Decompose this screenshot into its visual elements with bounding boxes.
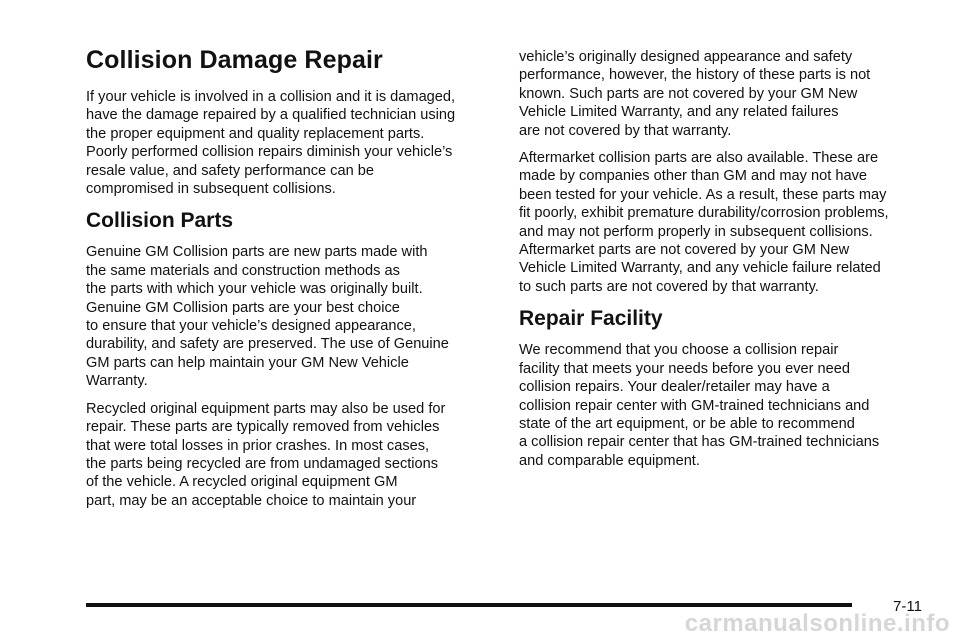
footer-rule (86, 603, 852, 607)
section-heading-repair-facility: Repair Facility (519, 307, 663, 331)
aftermarket-parts-paragraph: Aftermarket collision parts are also available. These are made by companies other than GM and may not have been tested for your vehicle. As a result, these parts may fit poorly, exhibit premature durability/corrosion problems, and may not perform properly in subsequent collisions. Aftermarket parts are not covered by your GM New Vehicle Limited Warranty, and any vehicle failure related to such parts are not covered by that warranty. (519, 150, 889, 295)
right-column (519, 48, 927, 479)
collision-damage-repair-paragraph: If your vehicle is involved in a collision and it is damaged, have the damage repaired by a qualified technician using the proper equipment and quality replacement parts. Poorly performed collision repairs diminish your vehicle’s resale value, and safety performance can be compromised in subsequent collisions. (86, 89, 456, 198)
left-column (86, 44, 494, 519)
section-heading-collision-damage-repair: Collision Damage Repair (86, 46, 383, 74)
watermark-logo: carmanualsonline.info (684, 610, 950, 637)
recycled-parts-continued-paragraph: vehicle’s originally designed appearance and safety performance, however, the history of these parts is not known. Such parts are not covered by your GM New Vehicle Limited Warranty, and any related failures are not covered by that warranty. (519, 49, 871, 139)
repair-facility-paragraph: We recommend that you choose a collision repair facility that meets your needs before you ever need collision repairs. Your dealer/retailer may have a collision repair center with GM-trained technicians and state of the art equipment, or be able to recommend a collision repair center that has GM-trained technicians and comparable equipment. (519, 342, 880, 469)
page-number: 7-11 (893, 598, 922, 615)
recycled-parts-paragraph: Recycled original equipment parts may also be used for repair. These parts are typically removed from vehicles that were total losses in prior crashes. In most cases, the parts being recycled are from undamaged sections of the vehicle. A recycled original equipment GM part, may be an acceptable choice to maintain your (86, 400, 446, 509)
section-heading-collision-parts: Collision Parts (86, 209, 234, 233)
genuine-gm-parts-paragraph: Genuine GM Collision parts are new parts made with the same materials and construction methods as the parts with which your vehicle was originally built. Genuine GM Collision parts are your best choice to ensure that your vehicle’s designed appearance, durability, and safety are preserved. The use of Genuine GM parts can help maintain your GM New Vehicle Warranty. (86, 244, 449, 390)
